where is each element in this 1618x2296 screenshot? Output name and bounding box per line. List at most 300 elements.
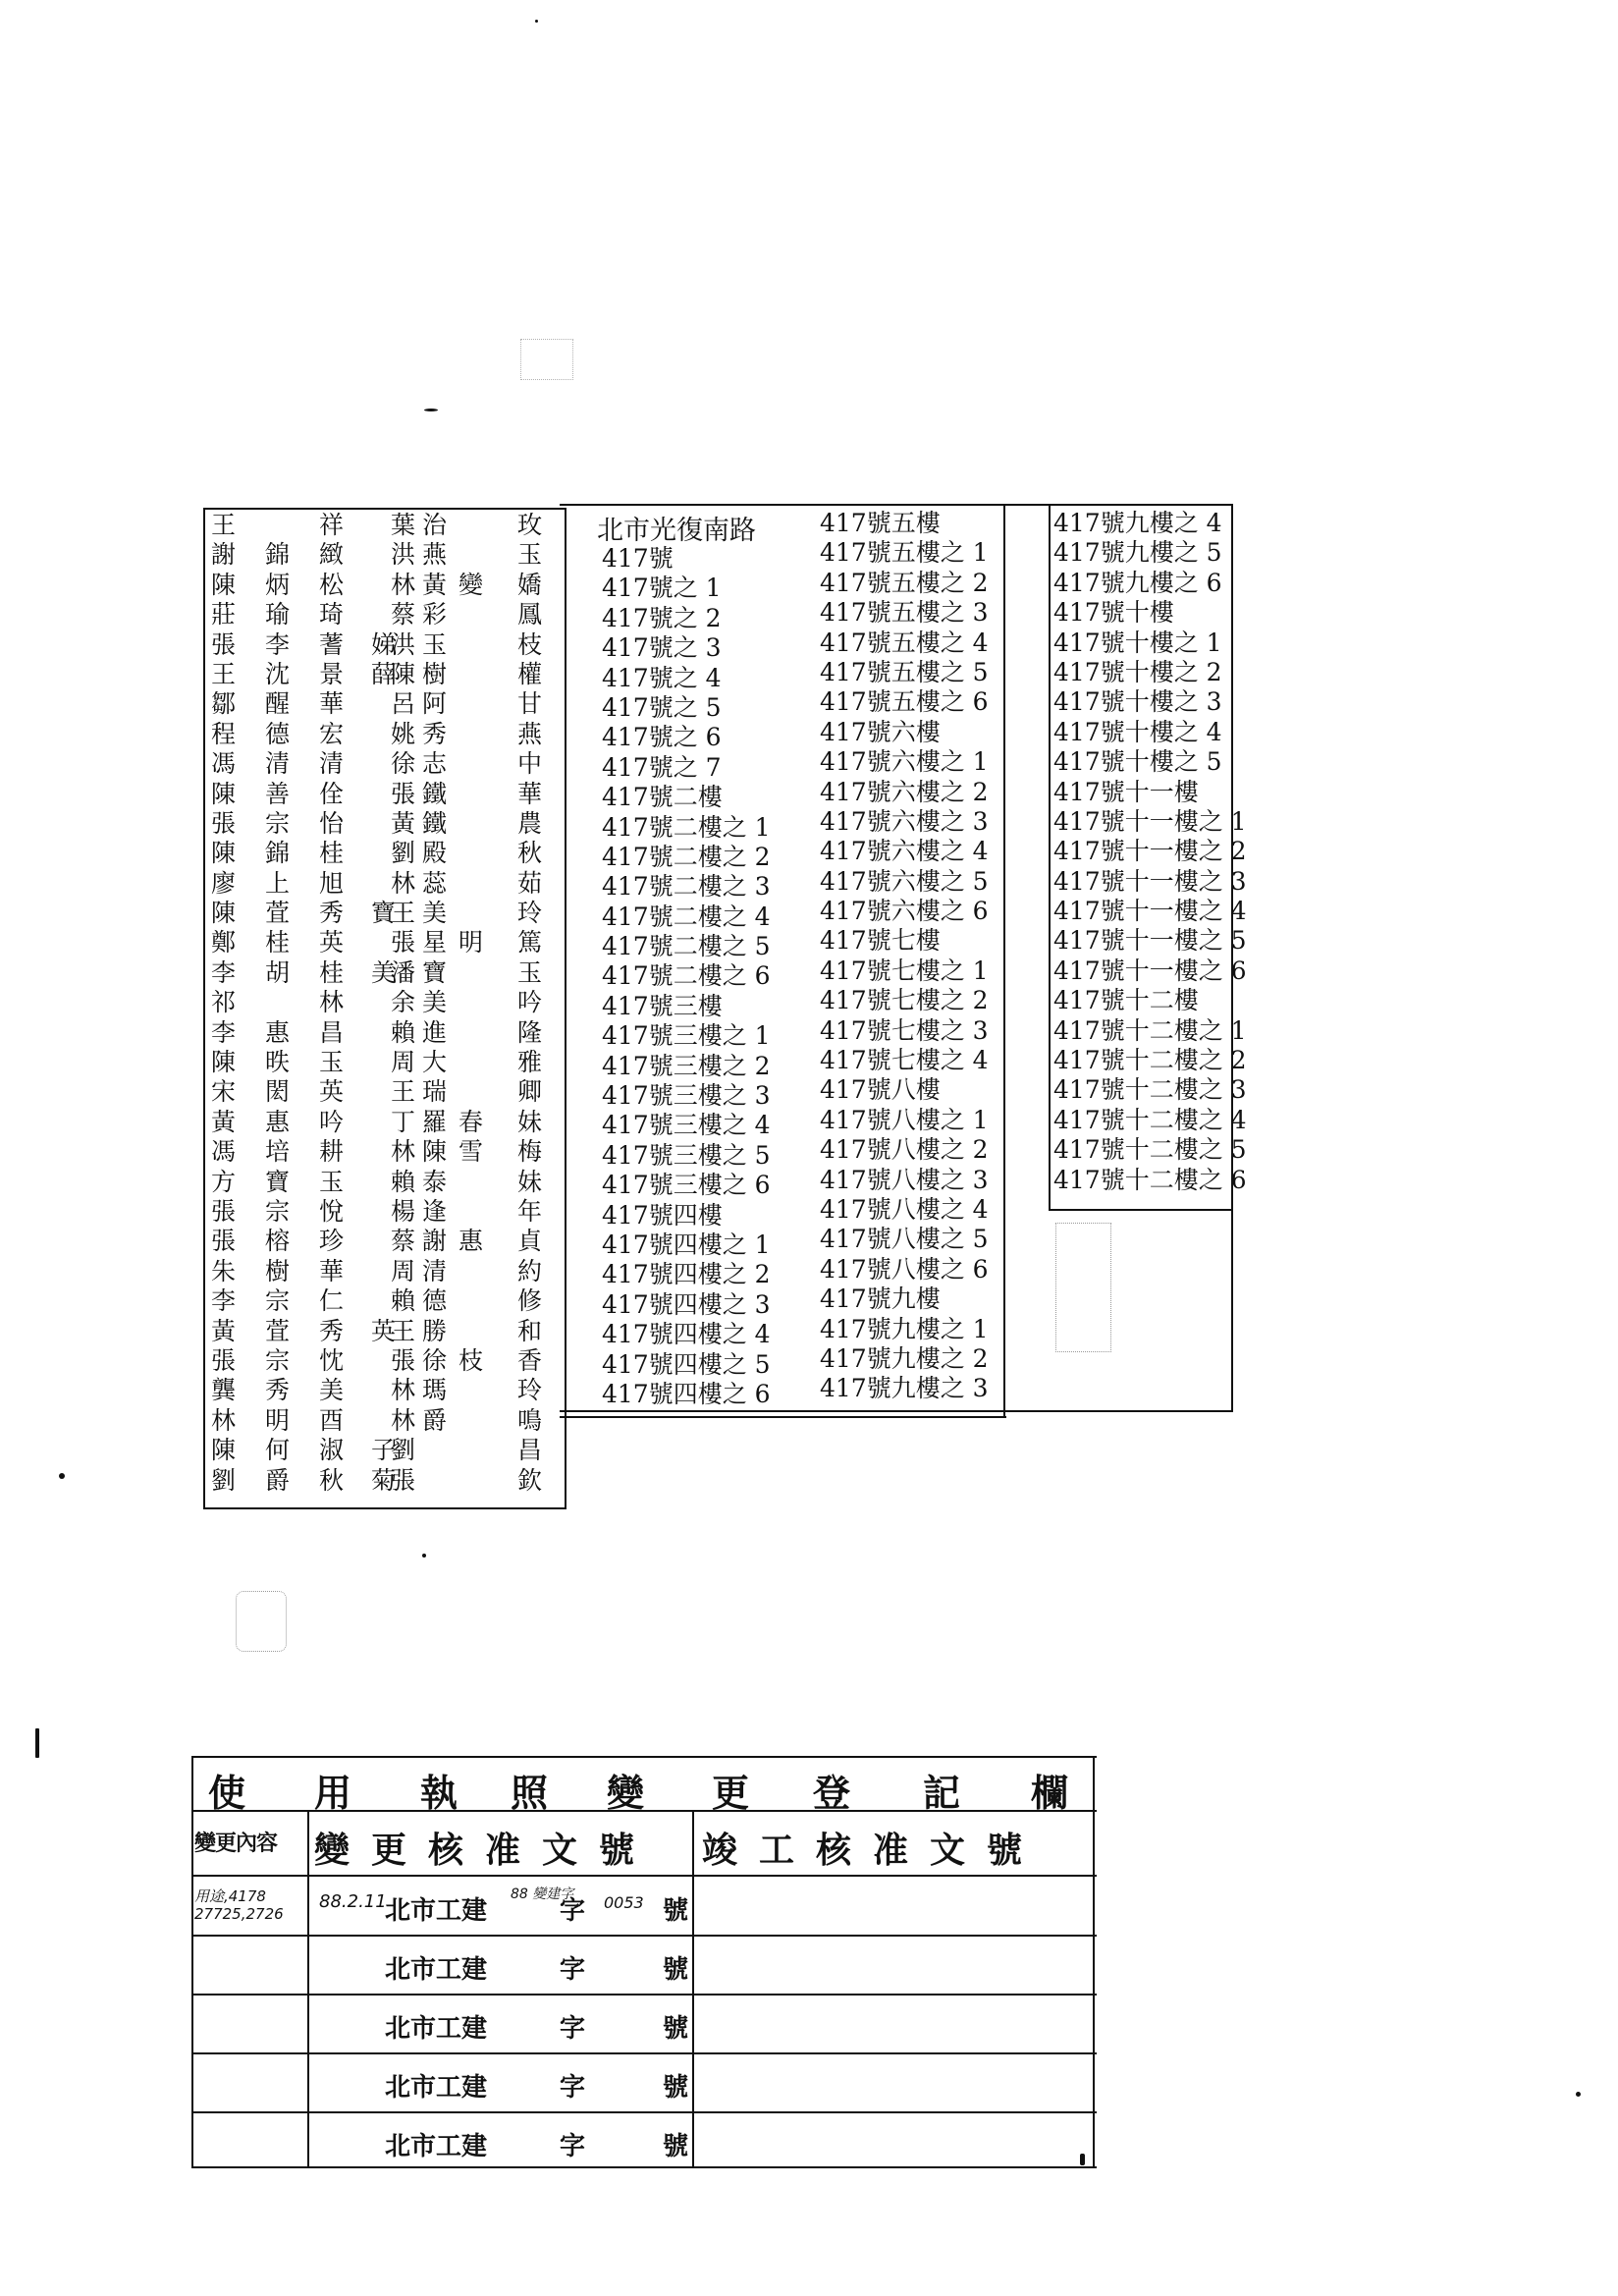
address-entry: 417號四樓之 6 [602, 1379, 771, 1408]
address-entry: 417號九樓之 6 [1053, 568, 1222, 597]
address-entry: 417號九樓之 4 [1053, 509, 1222, 537]
name-char: 王 [391, 1316, 418, 1345]
address-column-1 [602, 544, 771, 1409]
address-entry: 417號七樓 [820, 926, 941, 956]
name-char: 玉 [422, 629, 450, 659]
name-char: 酉 [319, 1405, 347, 1435]
address-column-3 [1053, 509, 1247, 1195]
address-entry: 417號之 6 [602, 723, 722, 752]
approval-handwritten-note: 88 變建字 [511, 1886, 574, 1902]
name-char [265, 511, 292, 540]
name-char: 李 [211, 1286, 239, 1316]
name-char: 明 [458, 928, 486, 957]
name-char: 約 [517, 1256, 545, 1285]
name-char: 阿 [422, 689, 450, 719]
approval-char: 字 [560, 2014, 586, 2044]
name-char: 玉 [319, 1167, 347, 1196]
name-char: 賴 [391, 1017, 418, 1047]
address-entry: 417號十一樓之 5 [1053, 926, 1247, 956]
name-char: 謝 [422, 1227, 450, 1256]
address-entry: 417號四樓之 4 [602, 1320, 771, 1349]
name-char: 旭 [319, 868, 347, 898]
address-entry: 417號五樓之 5 [820, 657, 989, 686]
name-char: 篤 [517, 928, 545, 957]
name-char: 權 [517, 659, 545, 688]
name-char [458, 958, 485, 988]
name-char: 秀 [422, 719, 450, 748]
name-column-6 [422, 511, 449, 1496]
name-char: 呂 [391, 689, 418, 719]
address-entry: 417號三樓之 1 [602, 1021, 771, 1051]
name-char: 張 [211, 1227, 239, 1256]
address-entry: 417號九樓之 3 [820, 1374, 989, 1403]
name-char: 卿 [517, 1077, 545, 1107]
name-char: 張 [391, 1465, 418, 1495]
address-entry: 417號六樓之 3 [820, 806, 989, 836]
name-char [458, 720, 485, 749]
name-char: 林 [391, 1405, 418, 1435]
name-char: 周 [391, 1048, 418, 1077]
name-char: 陳 [211, 1048, 239, 1077]
register-form [191, 1756, 1097, 2168]
name-char: 丁 [391, 1107, 418, 1136]
name-char: 惠 [458, 1227, 486, 1256]
address-entry: 417號八樓之 6 [820, 1254, 989, 1284]
name-char: 清 [265, 749, 293, 779]
name-char: 娣 [371, 629, 399, 659]
address-entry: 417號十樓 [1053, 598, 1174, 628]
name-char: 明 [265, 1405, 293, 1435]
address-entry: 417號十一樓之 6 [1053, 956, 1247, 985]
name-char: 玫 [517, 511, 545, 539]
name-char: 泰 [422, 1167, 450, 1196]
name-char: 子 [371, 1436, 399, 1465]
address-entry: 417號六樓之 4 [820, 837, 989, 866]
name-char: 逢 [422, 1196, 450, 1226]
address-entry: 417號五樓之 2 [820, 568, 989, 597]
speck [535, 20, 538, 23]
name-char [422, 1436, 449, 1465]
name-char: 林 [391, 570, 418, 599]
title-char: 登 [813, 1771, 851, 1815]
name-char: 玲 [517, 899, 545, 928]
address-entry: 417號十二樓之 3 [1053, 1075, 1247, 1105]
address-entry: 417號二樓之 2 [602, 842, 771, 871]
name-char: 燕 [422, 540, 450, 570]
name-char: 鳴 [517, 1405, 545, 1435]
name-column-1 [211, 511, 238, 1496]
name-char: 羅 [422, 1107, 450, 1136]
address-entry: 417號二樓之 5 [602, 932, 771, 961]
name-char: 悅 [319, 1196, 347, 1226]
name-char [458, 660, 485, 689]
name-char: 黃 [211, 1316, 239, 1345]
name-char: 桂 [319, 839, 347, 868]
address-bottom-line [560, 1416, 1006, 1418]
name-char: 薛 [371, 659, 399, 688]
address-entry: 417號十一樓 [1053, 777, 1199, 806]
name-char: 華 [517, 779, 545, 808]
speck [422, 1554, 426, 1558]
name-char: 李 [211, 1017, 239, 1047]
address-entry: 417號十一樓之 2 [1053, 837, 1247, 866]
name-char: 農 [517, 808, 545, 838]
name-char: 賴 [391, 1167, 418, 1196]
seal-mark-top [520, 339, 573, 380]
address-entry: 417號之 5 [602, 692, 722, 722]
name-char: 張 [211, 808, 239, 838]
name-char: 燕 [517, 719, 545, 748]
name-char: 樹 [265, 1256, 293, 1285]
name-char: 上 [265, 868, 293, 898]
name-char: 秀 [319, 899, 347, 928]
name-char: 吟 [319, 1107, 347, 1136]
title-char: 更 [712, 1771, 750, 1815]
change-date-note: 88.2.11 [319, 1891, 387, 1912]
address-entry: 417號五樓之 1 [820, 538, 989, 568]
name-char: 陳 [211, 839, 239, 868]
address-entry: 417號十二樓之 6 [1053, 1165, 1247, 1194]
name-char: 祁 [211, 988, 239, 1017]
address-entry: 417號三樓 [602, 991, 723, 1020]
name-char: 松 [319, 570, 347, 599]
name-char: 蓍 [319, 629, 347, 659]
name-char: 樹 [422, 659, 450, 688]
name-char: 陳 [391, 659, 418, 688]
name-char: 林 [391, 1376, 418, 1405]
name-char: 隆 [517, 1017, 545, 1047]
name-column-2 [265, 511, 292, 1496]
name-char [458, 869, 485, 899]
address-entry: 417號二樓之 1 [602, 812, 771, 842]
address-entry: 417號六樓之 5 [820, 866, 989, 896]
name-char: 葉 [391, 511, 418, 539]
address-entry: 417號九樓 [820, 1285, 941, 1314]
name-char [458, 1077, 485, 1107]
name-char: 寶 [422, 957, 450, 987]
name-column-7 [458, 511, 485, 1496]
name-char: 鐵 [422, 779, 450, 808]
address-entry: 417號十一樓之 3 [1053, 866, 1247, 896]
name-char: 宗 [265, 1196, 293, 1226]
name-char: 劉 [211, 1465, 239, 1495]
name-char: 張 [211, 1345, 239, 1375]
address-entry: 417號七樓之 1 [820, 956, 989, 985]
name-char: 楊 [391, 1196, 418, 1226]
name-char: 謝 [211, 540, 239, 570]
address-entry: 417號四樓之 2 [602, 1260, 771, 1289]
name-char: 桂 [265, 928, 293, 957]
address-entry: 417號二樓 [602, 783, 723, 812]
name-char: 珍 [319, 1227, 347, 1256]
title-char: 使 [208, 1771, 246, 1815]
address-col-divider-2 [1049, 504, 1051, 1211]
name-char: 中 [517, 749, 545, 779]
name-char: 昳 [265, 1048, 293, 1077]
name-char: 榕 [265, 1227, 293, 1256]
address-entry: 417號八樓 [820, 1075, 941, 1105]
name-char: 美 [319, 1376, 347, 1405]
address-entry: 417號二樓之 6 [602, 961, 771, 991]
name-char: 程 [211, 719, 239, 748]
name-char: 雪 [458, 1137, 486, 1167]
name-char: 王 [211, 511, 239, 539]
name-char: 李 [265, 629, 293, 659]
address-entry: 417號十樓之 2 [1053, 657, 1222, 686]
name-char: 黃 [211, 1107, 239, 1136]
name-char [458, 1257, 485, 1286]
address-entry: 417號之 3 [602, 633, 722, 663]
name-char: 妹 [517, 1167, 545, 1196]
name-char [458, 1286, 485, 1316]
approval-suffix: 號 [663, 1896, 689, 1926]
name-char: 惠 [265, 1107, 293, 1136]
name-char: 琦 [319, 600, 347, 629]
address-step-line [1049, 1209, 1233, 1211]
address-entry: 417號十二樓之 5 [1053, 1135, 1247, 1165]
name-char: 修 [517, 1286, 545, 1316]
name-char: 治 [422, 511, 450, 539]
name-char: 桂 [319, 957, 347, 987]
name-char: 劉 [391, 839, 418, 868]
name-char: 惠 [265, 1017, 293, 1047]
approval-suffix: 號 [663, 2014, 689, 2044]
name-char [458, 988, 485, 1017]
name-char: 林 [319, 988, 347, 1017]
name-char: 昌 [319, 1017, 347, 1047]
address-entry: 417號十樓之 3 [1053, 687, 1222, 717]
name-char: 怡 [319, 808, 347, 838]
name-char [458, 1168, 485, 1197]
name-char: 培 [265, 1137, 293, 1167]
address-entry: 417號四樓之 5 [602, 1349, 771, 1379]
name-char: 玉 [517, 540, 545, 570]
name-char: 張 [211, 629, 239, 659]
speck [424, 409, 438, 411]
name-char: 蔡 [391, 1227, 418, 1256]
name-char: 鄭 [211, 928, 239, 957]
approval-char: 字 [560, 1955, 586, 1985]
name-char: 志 [422, 749, 450, 779]
name-char: 宋 [211, 1077, 239, 1107]
name-char: 廖 [211, 868, 239, 898]
address-entry: 417號八樓之 2 [820, 1135, 989, 1165]
name-char [458, 511, 485, 540]
speck [1576, 2092, 1581, 2097]
name-char: 枝 [458, 1345, 486, 1375]
address-entry: 417號十二樓之 4 [1053, 1105, 1247, 1134]
name-char [458, 1048, 485, 1077]
name-char: 吟 [517, 988, 545, 1017]
name-char: 賴 [391, 1286, 418, 1316]
name-char: 變 [458, 570, 486, 599]
name-char: 錦 [265, 839, 293, 868]
name-char: 殿 [422, 839, 450, 868]
name-char [458, 780, 485, 809]
approval-prefix: 北市工建 [385, 2132, 488, 2161]
address-entry: 417號十樓之 1 [1053, 628, 1222, 657]
name-char [458, 899, 485, 928]
name-column-5 [391, 511, 417, 1496]
address-entry: 417號七樓之 4 [820, 1046, 989, 1075]
name-char: 姚 [391, 719, 418, 748]
approval-suffix: 號 [663, 2073, 689, 2103]
name-char: 爵 [265, 1465, 293, 1495]
name-char: 梅 [517, 1137, 545, 1167]
address-entry: 417號三樓之 2 [602, 1051, 771, 1080]
approval-prefix: 北市工建 [385, 2073, 488, 2103]
address-entry: 417號三樓之 6 [602, 1171, 771, 1200]
name-char: 馮 [211, 749, 239, 779]
address-entry: 417號十二樓之 1 [1053, 1015, 1247, 1045]
name-char: 美 [371, 957, 399, 987]
name-char: 何 [265, 1436, 293, 1465]
name-char [458, 540, 485, 570]
name-char [458, 600, 485, 629]
name-char: 進 [422, 1017, 450, 1047]
name-char: 瑪 [422, 1376, 450, 1405]
address-entry: 417號九樓之 5 [1053, 538, 1222, 568]
name-char: 貞 [517, 1227, 545, 1256]
name-char: 潘 [391, 957, 418, 987]
name-char: 雅 [517, 1048, 545, 1077]
header-change-approval: 變更核准文號 [314, 1830, 657, 1871]
address-entry: 417號十二樓 [1053, 986, 1199, 1015]
name-char: 英 [319, 1077, 347, 1107]
title-char: 欄 [1031, 1771, 1069, 1815]
name-char: 華 [319, 1256, 347, 1285]
name-char: 春 [458, 1107, 486, 1136]
name-char: 忱 [319, 1345, 347, 1375]
address-entry: 417號十樓之 5 [1053, 747, 1222, 777]
name-char: 宗 [265, 1345, 293, 1375]
name-char: 張 [391, 779, 418, 808]
name-char: 宗 [265, 1286, 293, 1316]
address-entry: 417號二樓之 4 [602, 902, 771, 931]
address-entry: 417號八樓之 3 [820, 1165, 989, 1194]
name-char: 寶 [371, 899, 399, 928]
name-char: 陳 [211, 779, 239, 808]
address-entry: 417號十二樓之 2 [1053, 1046, 1247, 1075]
title-char: 用 [314, 1771, 352, 1815]
name-char: 秀 [265, 1376, 293, 1405]
name-char: 洪 [391, 540, 418, 570]
name-char [458, 749, 485, 779]
name-char: 年 [517, 1196, 545, 1226]
name-char: 德 [422, 1286, 450, 1316]
address-entry: 417號七樓之 2 [820, 986, 989, 1015]
name-char: 和 [517, 1316, 545, 1345]
name-char: 瑜 [265, 600, 293, 629]
title-char: 照 [511, 1771, 549, 1815]
address-col-divider-1 [1003, 504, 1005, 1417]
name-char: 徐 [422, 1345, 450, 1375]
address-column-2 [820, 509, 989, 1404]
approval-char: 字 [560, 2132, 586, 2161]
name-char: 鳳 [517, 600, 545, 629]
approval-char: 字 [560, 1896, 586, 1926]
name-char: 周 [391, 1256, 418, 1285]
name-char [458, 1406, 485, 1436]
name-column-3 [319, 511, 346, 1496]
name-char [458, 1018, 485, 1048]
name-char [458, 1466, 485, 1496]
name-char: 方 [211, 1167, 239, 1196]
name-char: 林 [211, 1405, 239, 1435]
name-char: 余 [391, 988, 418, 1017]
name-char: 宏 [319, 719, 347, 748]
approval-suffix: 號 [663, 1955, 689, 1985]
address-entry: 417號十樓之 4 [1053, 717, 1222, 746]
name-char: 英 [371, 1316, 399, 1345]
name-char: 陳 [211, 899, 239, 928]
name-char: 萓 [265, 899, 293, 928]
title-char: 執 [420, 1771, 458, 1815]
name-char: 黃 [422, 570, 450, 599]
name-char: 秋 [319, 1465, 347, 1495]
name-char: 耕 [319, 1137, 347, 1167]
name-char: 祥 [319, 511, 347, 539]
name-char: 昌 [517, 1436, 545, 1465]
address-entry: 417號九樓之 1 [820, 1314, 989, 1343]
address-entry: 417號四樓之 3 [602, 1289, 771, 1319]
name-char [265, 988, 292, 1017]
address-entry: 417號之 1 [602, 574, 722, 603]
approval-prefix: 北市工建 [385, 2014, 488, 2044]
name-char: 林 [391, 868, 418, 898]
name-char: 美 [422, 899, 450, 928]
name-char [458, 1317, 485, 1346]
name-char: 龔 [211, 1376, 239, 1405]
name-char: 蕊 [422, 868, 450, 898]
name-char: 清 [319, 749, 347, 779]
address-entry: 417號六樓之 6 [820, 897, 989, 926]
name-char: 秋 [517, 839, 545, 868]
seal-mark-right [1055, 1223, 1111, 1352]
address-entry: 417號八樓之 1 [820, 1105, 989, 1134]
name-char: 德 [265, 719, 293, 748]
name-char: 甘 [517, 689, 545, 719]
change-content-note: 用途,4178 27725,2726 [194, 1887, 284, 1923]
name-char: 劉 [391, 1436, 418, 1465]
name-char: 仁 [319, 1286, 347, 1316]
address-entry: 417號五樓之 3 [820, 598, 989, 628]
name-char: 徐 [391, 749, 418, 779]
name-char: 茹 [517, 868, 545, 898]
speck [35, 1728, 39, 1758]
name-char: 善 [265, 779, 293, 808]
name-char: 勝 [422, 1316, 450, 1345]
name-char: 淑 [319, 1436, 347, 1465]
name-char: 菊 [371, 1465, 399, 1495]
address-entry: 417號五樓 [820, 509, 941, 537]
title-char: 記 [923, 1771, 961, 1815]
name-char [422, 1466, 449, 1496]
name-char: 莊 [211, 600, 239, 629]
speck [59, 1473, 65, 1479]
name-char: 妹 [517, 1107, 545, 1136]
name-char: 王 [391, 899, 418, 928]
name-char: 李 [211, 957, 239, 987]
name-char: 醒 [265, 689, 293, 719]
name-char: 洪 [391, 629, 418, 659]
name-char: 萓 [265, 1316, 293, 1345]
name-char: 華 [319, 689, 347, 719]
address-entry: 417號五樓之 6 [820, 687, 989, 717]
name-char: 玉 [517, 957, 545, 987]
name-char: 炳 [265, 570, 293, 599]
name-char: 張 [211, 1196, 239, 1226]
